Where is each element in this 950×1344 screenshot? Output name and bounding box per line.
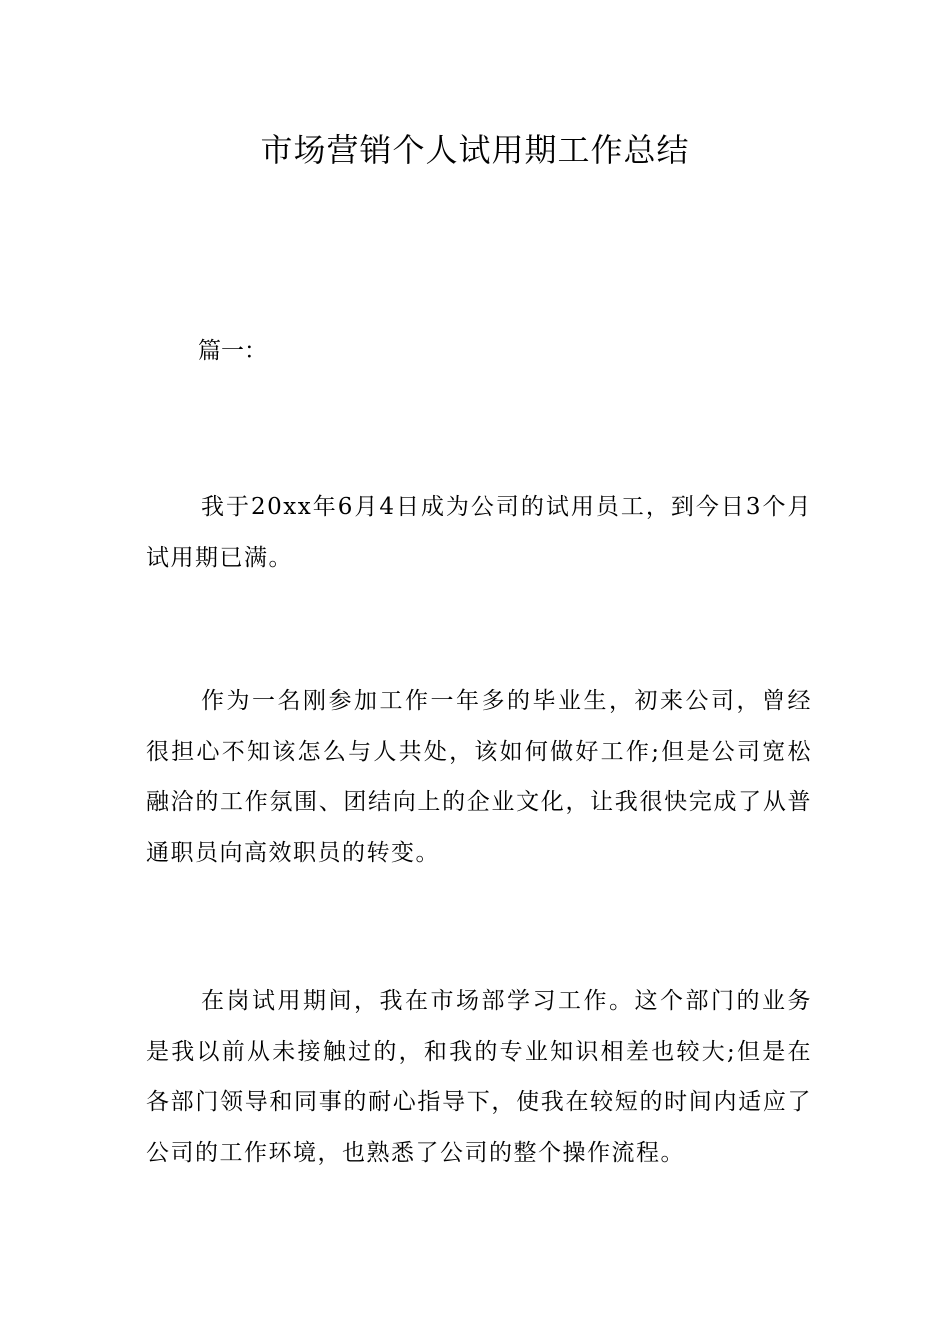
- paragraph-1: 我于20xx年6月4日成为公司的试用员工，到今日3个月试用期已满。: [146, 494, 812, 571]
- paragraph-2: 作为一名刚参加工作一年多的毕业生，初来公司，曾经很担心不知该怎么与人共处，该如何做好工作;但是公司宽松融洽的工作氛围、团结向上的企业文化，让我很快完成了从普通职员向高效职员的转变。: [146, 688, 812, 866]
- document-title: 市场营销个人试用期工作总结: [260, 131, 690, 169]
- paragraph-3: 在岗试用期间，我在市场部学习工作。这个部门的业务是我以前从未接触过的，和我的专业知识相差也较大;但是在各部门领导和同事的耐心指导下，使我在较短的时间内适应了公司的工作环境，也熟悉了公司的整个操作流程。: [146, 988, 812, 1166]
- section-label: 篇一：: [198, 338, 267, 364]
